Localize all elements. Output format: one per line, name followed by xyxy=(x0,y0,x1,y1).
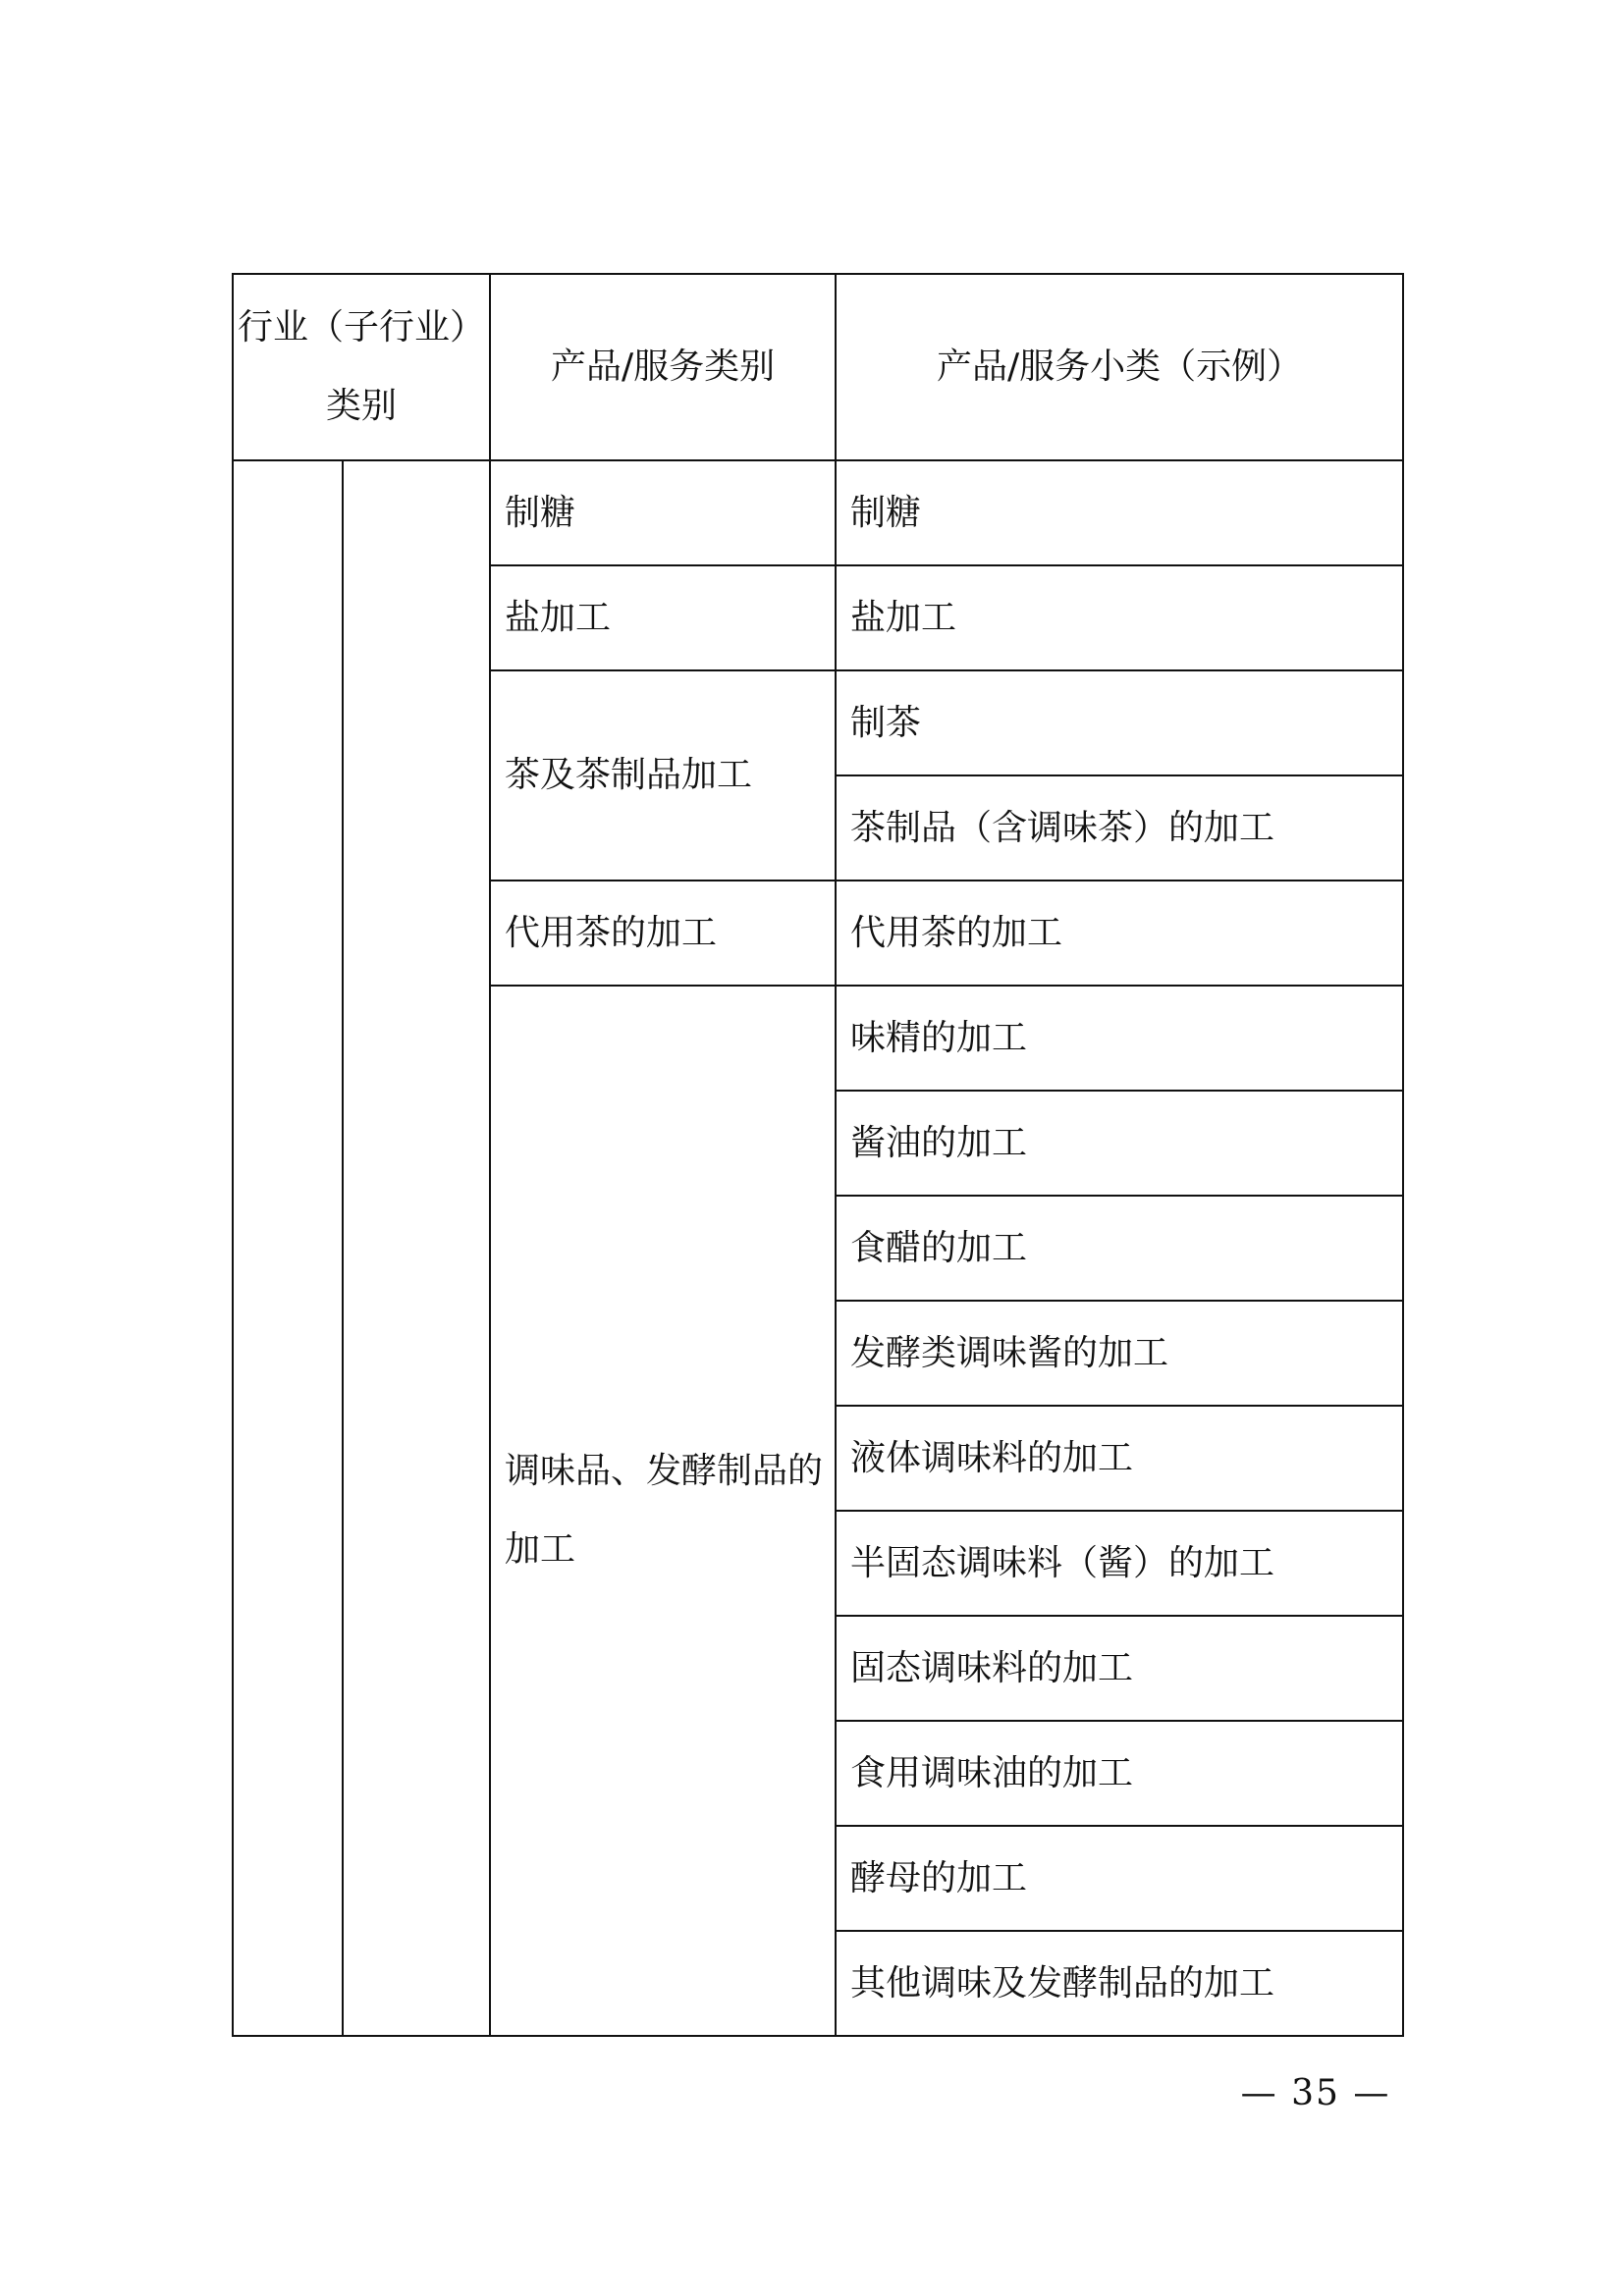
subcategory-cell: 发酵类调味酱的加工 xyxy=(836,1301,1403,1406)
subcategory-cell: 代用茶的加工 xyxy=(836,881,1403,986)
page-number: — 35 — xyxy=(1240,2073,1391,2113)
subcategory-cell: 制茶 xyxy=(836,670,1403,775)
subindustry-cell-empty xyxy=(343,460,490,2036)
subcategory-cell: 食用调味油的加工 xyxy=(836,1721,1403,1826)
subcategory-cell: 半固态调味料（酱）的加工 xyxy=(836,1511,1403,1616)
subcategory-cell: 食醋的加工 xyxy=(836,1196,1403,1301)
industry-cell-empty xyxy=(233,460,343,2036)
classification-table xyxy=(232,273,1404,2037)
header-category: 产品/服务类别 xyxy=(490,274,836,460)
subcategory-cell: 盐加工 xyxy=(836,565,1403,670)
subcategory-cell: 制糖 xyxy=(836,460,1403,565)
subcategory-cell: 其他调味及发酵制品的加工 xyxy=(836,1931,1403,2036)
subcategory-cell: 茶制品（含调味茶）的加工 xyxy=(836,775,1403,881)
subcategory-cell: 固态调味料的加工 xyxy=(836,1616,1403,1721)
subcategory-cell: 酱油的加工 xyxy=(836,1091,1403,1196)
header-industry: 行业（子行业）类别 xyxy=(233,274,490,460)
category-cell: 调味品、发酵制品的加工 xyxy=(490,986,836,2036)
category-cell: 代用茶的加工 xyxy=(490,881,836,986)
table-header-row xyxy=(233,274,1403,460)
category-cell: 制糖 xyxy=(490,460,836,565)
category-cell: 茶及茶制品加工 xyxy=(490,670,836,881)
table-row xyxy=(233,460,1403,565)
category-cell: 盐加工 xyxy=(490,565,836,670)
subcategory-cell: 味精的加工 xyxy=(836,986,1403,1091)
header-subcategory: 产品/服务小类（示例） xyxy=(836,274,1403,460)
subcategory-cell: 液体调味料的加工 xyxy=(836,1406,1403,1511)
subcategory-cell: 酵母的加工 xyxy=(836,1826,1403,1931)
